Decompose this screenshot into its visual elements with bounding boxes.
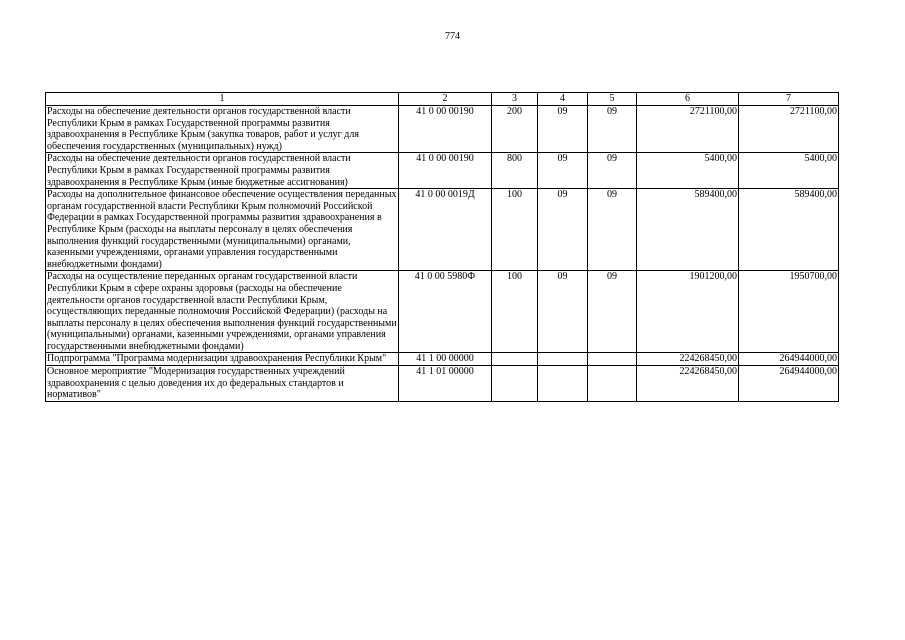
row-budget-code: 41 0 00 0019Д [399, 189, 492, 271]
row-budget-code: 41 0 00 00190 [399, 153, 492, 189]
column-header: 4 [538, 93, 588, 106]
row-budget-code: 41 1 01 00000 [399, 366, 492, 402]
row-amount-year-1: 224268450,00 [637, 353, 739, 366]
table-row [46, 353, 839, 366]
row-description: Расходы на обеспечение деятельности органов государственной власти Республики Крым в рамках Государственной программы развития здравоохранения в Республике Крым (иные бюджетные ассигнования) [46, 153, 399, 189]
row-section: 09 [538, 153, 588, 189]
row-description: Расходы на дополнительное финансовое обеспечение осуществления переданных органам государственной власти Республики Крым полномочий Российской Федерации в рамках Государственной программы развития здравоохранения в Республике Крым (расходы на выплаты персоналу в целях обеспечения выполнения функций государственными (муниципальными) органами, казенными учреждениями, органами управления государственными внебюджетными фондами) [46, 189, 399, 271]
table-row [46, 366, 839, 402]
column-header: 2 [399, 93, 492, 106]
row-expense-type [492, 366, 538, 402]
row-section: 09 [538, 189, 588, 271]
column-header: 1 [46, 93, 399, 106]
row-amount-year-1: 5400,00 [637, 153, 739, 189]
row-description: Подпрограмма "Программа модернизации здравоохранения Республики Крым" [46, 353, 399, 366]
row-expense-type [492, 353, 538, 366]
row-subsection: 09 [588, 106, 637, 153]
row-amount-year-2: 589400,00 [739, 189, 839, 271]
column-header: 3 [492, 93, 538, 106]
row-amount-year-2: 5400,00 [739, 153, 839, 189]
row-expense-type: 800 [492, 153, 538, 189]
row-amount-year-1: 2721100,00 [637, 106, 739, 153]
row-section: 09 [538, 106, 588, 153]
row-expense-type: 200 [492, 106, 538, 153]
row-section [538, 366, 588, 402]
row-amount-year-2: 264944000,00 [739, 353, 839, 366]
row-amount-year-2: 264944000,00 [739, 366, 839, 402]
row-subsection [588, 366, 637, 402]
row-description: Основное мероприятие "Модернизация государственных учреждений здравоохранения с целью доведения их до федеральных стандартов и нормативов" [46, 366, 399, 402]
table-row [46, 153, 839, 189]
row-subsection [588, 353, 637, 366]
row-section [538, 353, 588, 366]
row-subsection: 09 [588, 271, 637, 353]
row-expense-type: 100 [492, 189, 538, 271]
row-budget-code: 41 1 00 00000 [399, 353, 492, 366]
row-amount-year-2: 1950700,00 [739, 271, 839, 353]
table-header-row [46, 93, 839, 106]
row-amount-year-1: 224268450,00 [637, 366, 739, 402]
row-description: Расходы на осуществление переданных органам государственной власти Республики Крым в сфере охраны здоровья (расходы на обеспечение деятельности органов государственной власти Республики Крым, осуществляющих переданные полномочия Российской Федерации) (расходы на выплаты персоналу в целях обеспечения выполнения функций государственными (муниципальными) органами, казенными учреждениями, органами управления государственными внебюджетными фондами) [47, 271, 397, 352]
row-budget-code: 41 0 00 5980Ф [399, 271, 492, 353]
row-description: Расходы на обеспечение деятельности органов государственной власти Республики Крым в рамках Государственной программы развития здравоохранения в Республике Крым (закупка товаров, работ и услуг для обеспечения государственных (муниципальных) нужд) [46, 106, 399, 153]
budget-table [45, 92, 839, 402]
row-budget-code: 41 0 00 00190 [399, 106, 492, 153]
table-row [46, 106, 839, 153]
column-header: 7 [739, 93, 839, 106]
row-expense-type: 100 [492, 271, 538, 353]
row-amount-year-2: 2721100,00 [739, 106, 839, 153]
column-header: 6 [637, 93, 739, 106]
table-row [46, 189, 839, 271]
row-amount-year-1: 1901200,00 [637, 271, 739, 353]
column-header: 5 [588, 93, 637, 106]
page-number: 774 [445, 31, 460, 42]
row-subsection: 09 [588, 153, 637, 189]
row-section: 09 [538, 271, 588, 353]
table-row [46, 271, 839, 353]
row-amount-year-1: 589400,00 [637, 189, 739, 271]
row-subsection: 09 [588, 189, 637, 271]
